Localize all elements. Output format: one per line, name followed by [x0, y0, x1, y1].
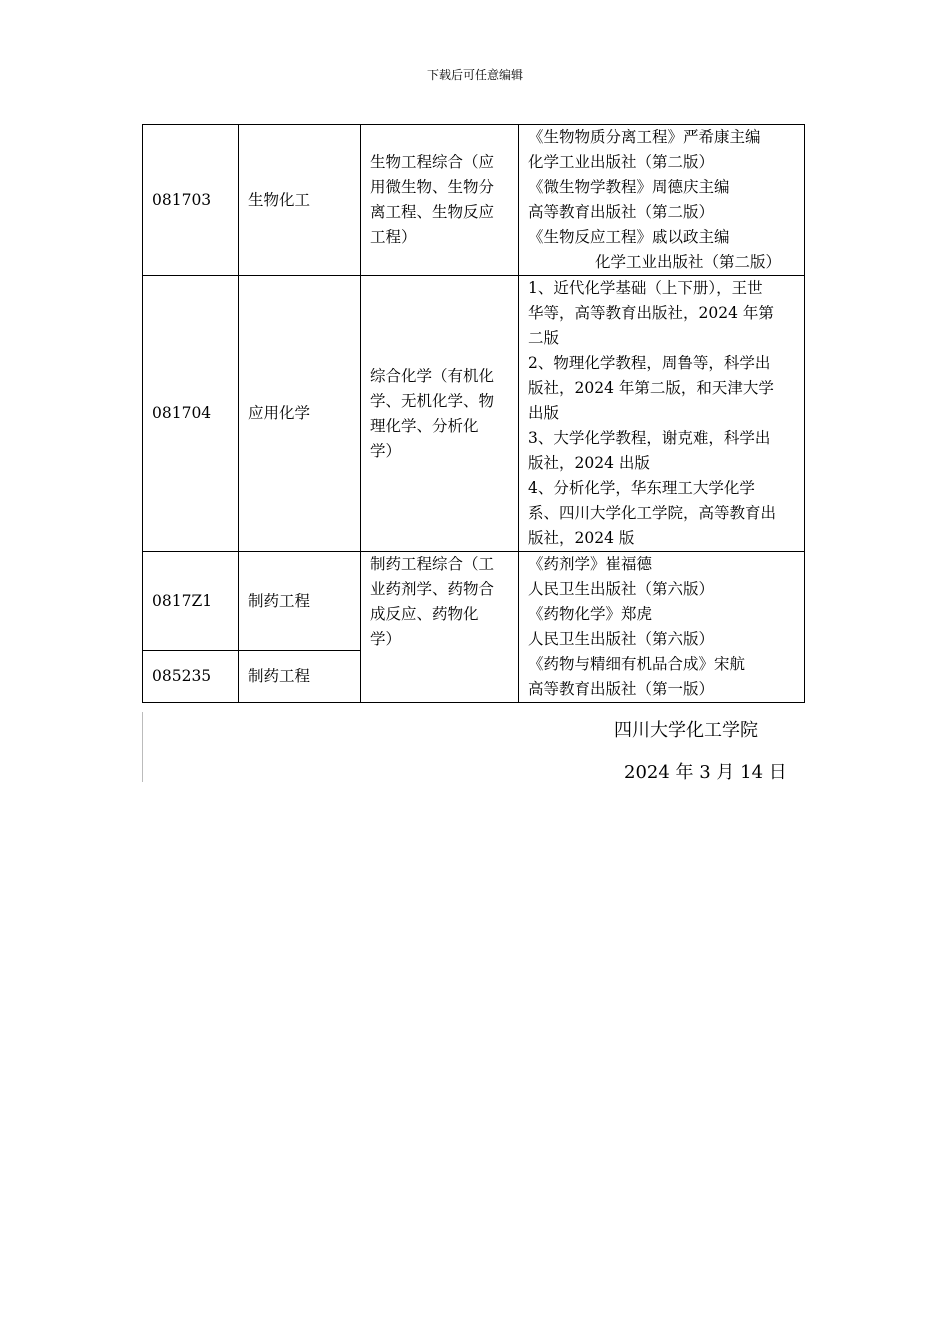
reference-books — [519, 125, 805, 276]
book-line: 4、分析化学，华东理工大学化学 — [528, 479, 755, 497]
book-line: 2、物理化学教程，周鲁等，科学出 — [528, 354, 771, 372]
book-line: 人民卫生出版社（第六版） — [528, 580, 715, 598]
book-line: 化学工业出版社（第二版） — [528, 153, 715, 171]
table-row — [143, 276, 805, 552]
subject-line: 学、无机化学、物 — [370, 391, 495, 410]
issuing-organization: 四川大学化工学院 — [614, 720, 758, 741]
book-line: 《药物化学》郑虎 — [528, 605, 653, 623]
book-line: 《药剂学》崔福德 — [528, 555, 653, 573]
reference-books — [519, 552, 805, 703]
subject-line: 理化学、分析化 — [370, 416, 479, 435]
book-line: 1、近代化学基础（上下册），王世 — [528, 279, 763, 297]
book-line: 《生物物质分离工程》严希康主编 — [528, 128, 761, 146]
book-line: 人民卫生出版社（第六版） — [528, 630, 715, 648]
subject-line: 离工程、生物反应 — [370, 203, 495, 221]
page-header-note: 下载后可任意编辑 — [426, 68, 523, 82]
subject-line: 工程） — [370, 228, 417, 246]
major-name: 生物化工 — [239, 125, 361, 276]
book-line: 化学工业出版社（第二版） — [594, 253, 781, 271]
subject-line: 综合化学（有机化 — [370, 366, 495, 385]
book-line: 《生物反应工程》戚以政主编 — [528, 228, 730, 246]
major-code: 081703 — [143, 125, 239, 276]
book-line: 《药物与精细有机品合成》宋航 — [528, 655, 746, 673]
table-row — [143, 552, 805, 651]
subject-line: 成反应、药物化 — [370, 605, 479, 623]
footer-divider — [142, 712, 143, 782]
exam-subject-table — [142, 124, 805, 703]
major-code: 081704 — [143, 276, 239, 552]
book-line: 高等教育出版社（第二版） — [528, 203, 715, 221]
subject-line: 制药工程综合（工 — [370, 555, 495, 573]
exam-subject — [361, 552, 519, 703]
book-line: 二版 — [528, 329, 560, 347]
major-code: 0817Z1 — [143, 552, 239, 651]
exam-subject — [361, 125, 519, 276]
book-line: 版社，2024 版 — [528, 529, 635, 547]
book-line: 3、大学化学教程，谢克难，科学出 — [528, 429, 771, 447]
reference-books — [519, 276, 805, 552]
major-name: 制药工程 — [239, 651, 361, 703]
issue-date: 2024 年 3 月 14 日 — [624, 762, 787, 783]
subject-line: 学） — [370, 630, 402, 648]
book-line: 高等教育出版社（第一版） — [528, 680, 715, 698]
subject-line: 业药剂学、药物合 — [370, 580, 495, 598]
table-row — [143, 125, 805, 276]
exam-subject — [361, 276, 519, 552]
subject-line: 生物工程综合（应 — [370, 153, 495, 171]
book-line: 出版 — [528, 404, 560, 422]
major-name: 应用化学 — [239, 276, 361, 552]
major-name: 制药工程 — [239, 552, 361, 651]
subject-line: 用微生物、生物分 — [370, 178, 495, 196]
book-line: 版社，2024 出版 — [528, 454, 650, 472]
book-line: 版社，2024 年第二版，和天津大学 — [528, 379, 774, 397]
book-line: 系、四川大学化工学院，高等教育出 — [528, 504, 777, 522]
book-line: 华等，高等教育出版社，2024 年第 — [528, 304, 774, 322]
subject-line: 学） — [370, 441, 402, 460]
major-code: 085235 — [143, 651, 239, 703]
book-line: 《微生物学教程》周德庆主编 — [528, 178, 730, 196]
